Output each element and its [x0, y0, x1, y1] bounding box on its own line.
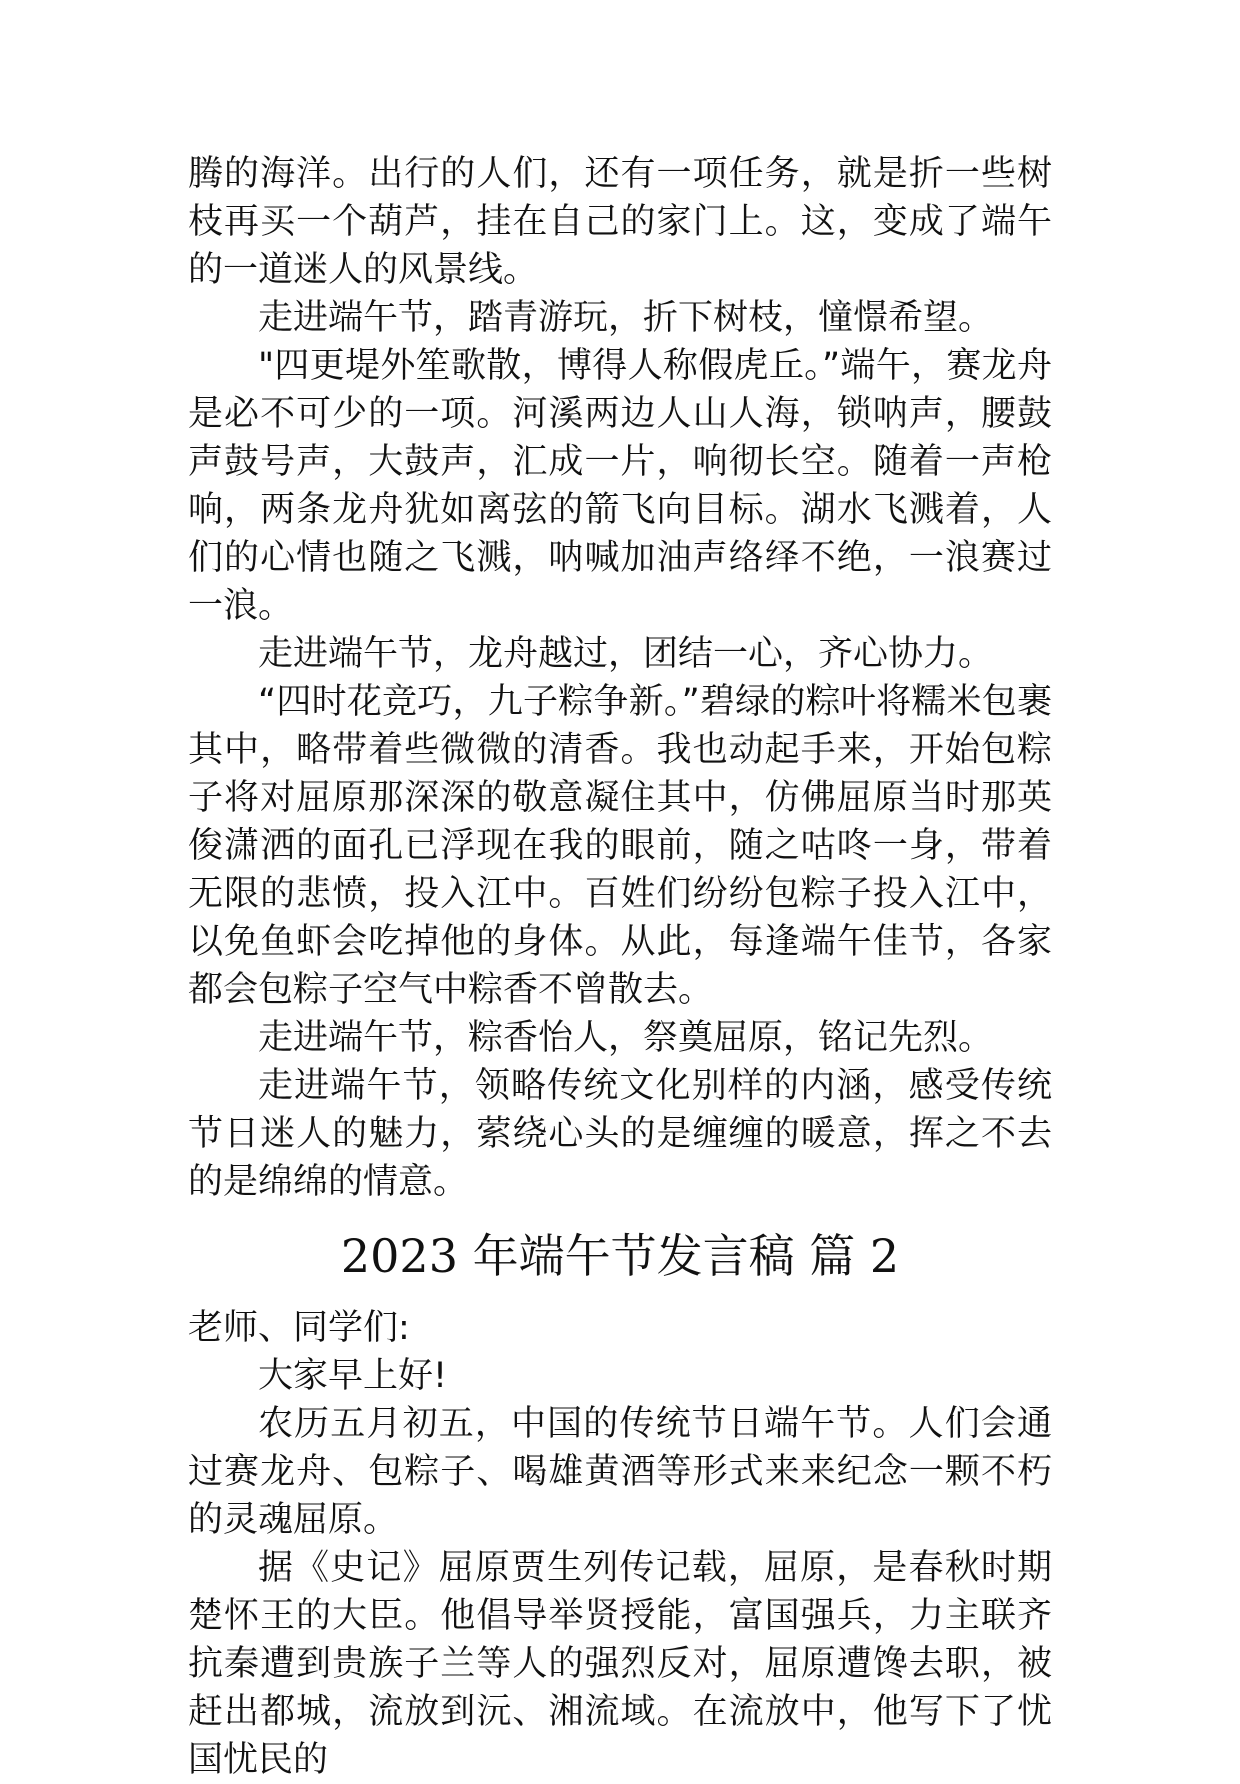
paragraph: 走进端午节，领略传统文化别样的内涵，感受传统节日迷人的魅力，萦绕心头的是缠缠的暖意，挥之不去的是绵绵的情意。 [188, 1066, 1052, 1202]
paragraph: 走进端午节，龙舟越过，团结一心，齐心协力。 [258, 634, 994, 674]
paragraph: 走进端午节，粽香怡人，祭奠屈原，铭记先烈。 [258, 1018, 994, 1058]
greeting: 大家早上好! [258, 1356, 448, 1396]
paragraph: "四更堤外笙歌散，博得人称假虎丘。”端午，赛龙舟是必不可少的一项。河溪两边人山人海，锁呐声，腰鼓声鼓号声，大鼓声，汇成一片，响彻长空。随着一声枪响，两条龙舟犹如离弦的箭飞向目标。湖水飞溅着，人们的心情也随之飞溅，呐喊加油声络绎不绝，一浪赛过一浪。 [188, 346, 1052, 626]
section-heading: 2023 年端午节发言稿 篇 2 [340, 1229, 900, 1283]
paragraph: 走进端午节，踏青游玩，折下树枝，憧憬希望。 [258, 298, 994, 338]
salutation: 老师、同学们: [188, 1308, 410, 1348]
paragraph: “四时花竞巧，九子粽争新。”碧绿的粽叶将糯米包裹其中，略带着些微微的清香。我也动起手来，开始包粽子将对屈原那深深的敬意凝住其中，仿佛屈原当时那英俊潇洒的面孔已浮现在我的眼前，随之咕咚一身，带着无限的悲愤，投入江中。百姓们纷纷包粽子投入江中，以免鱼虾会吃掉他的身体。从此，每逢端午佳节，各家都会包粽子空气中粽香不曾散去。 [188, 682, 1052, 1010]
paragraph: 据《史记》屈原贾生列传记载，屈原，是春秋时期楚怀王的大臣。他倡导举贤授能，富国强兵，力主联齐抗秦遭到贵族子兰等人的强烈反对，屈原遭馋去职，被赶出都城，流放到沅、湘流域。在流放中，他写下了忧国忧民的 [188, 1548, 1052, 1780]
body-section-1 [188, 150, 1052, 1206]
paragraph: 腾的海洋。出行的人们，还有一项任务，就是折一些树枝再买一个葫芦，挂在自己的家门上。这，变成了端午的一道迷人的风景线。 [188, 154, 1052, 290]
body-section-2 [188, 1304, 1052, 1784]
document-body [188, 150, 1052, 1784]
paragraph: 农历五月初五，中国的传统节日端午节。人们会通过赛龙舟、包粽子、喝雄黄酒等形式来来纪念一颗不朽的灵魂屈原。 [188, 1404, 1052, 1540]
